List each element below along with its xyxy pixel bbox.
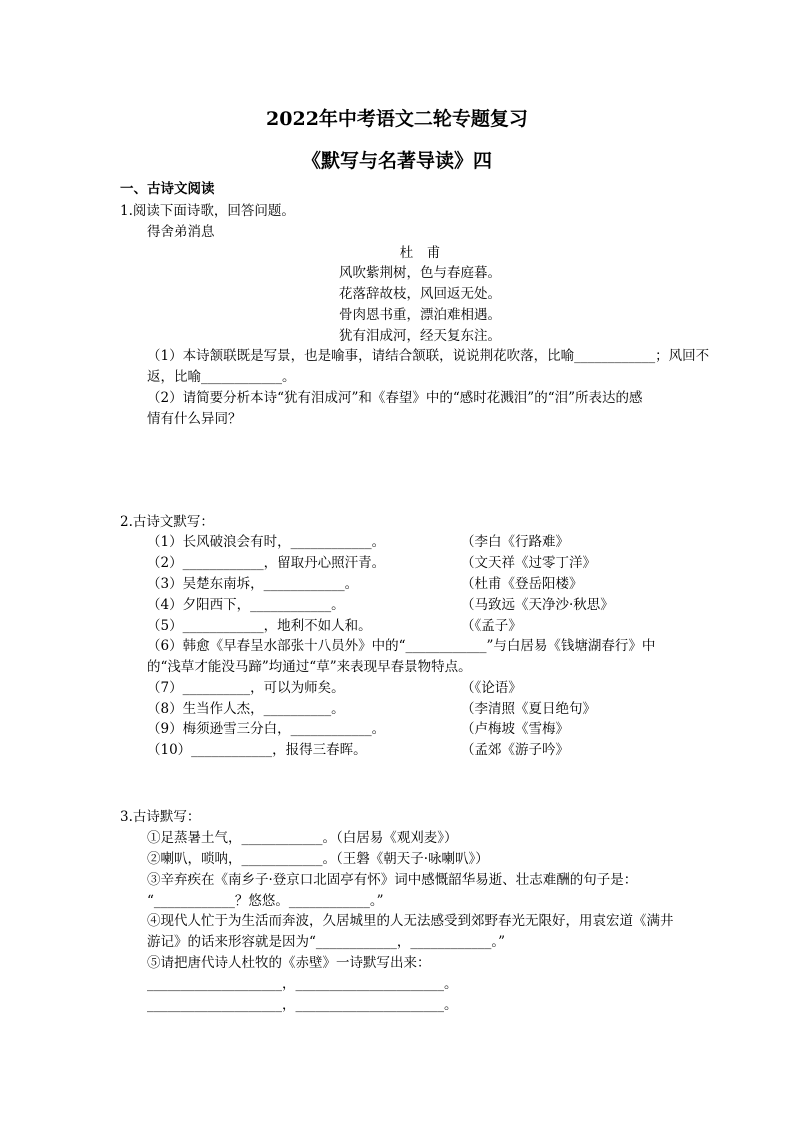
- item-source: （卢梅坡《雪梅》: [461, 721, 569, 737]
- page-subtitle: 《默写与名著导读》四: [301, 150, 492, 172]
- item-source: （孟郊《游子吟》: [461, 742, 569, 758]
- fill-item: （5）____________，地利不如人和。: [147, 618, 372, 634]
- poem-line: 花落辞故枝，风回返无处。: [339, 286, 501, 302]
- fill-item: ③辛弃疾在《南乡子·登京口北固亭有怀》词中感慨韶华易逝、壮志难酬的句子是：: [147, 872, 638, 888]
- item-source: （杜甫《登岳阳楼》: [461, 576, 583, 592]
- fill-item: （1）长风破浪会有时，____________。: [147, 534, 386, 550]
- section-heading: 一、古诗文阅读: [120, 181, 215, 197]
- question-2-intro: 2.古诗文默写：: [120, 514, 214, 530]
- fill-item: （10）____________，报得三春晖。: [147, 742, 367, 758]
- poem-author: 杜 甫: [399, 245, 441, 261]
- item-source: （文天祥《过零丁洋》: [461, 555, 596, 571]
- question-1-intro: 1.阅读下面诗歌，回答问题。: [120, 203, 295, 219]
- answer-blank-line: ____________________，______________________。: [147, 997, 458, 1013]
- poem-title: 得舍弟消息: [147, 224, 215, 240]
- fill-item: （4）夕阳西下，____________。: [147, 597, 345, 613]
- item-source: （马致远《天净沙·秋思》: [461, 597, 614, 613]
- fill-item: （2）____________，留取丹心照汗青。: [147, 555, 386, 571]
- sub-question-2: （2）请简要分析本诗“犹有泪成河”和《春望》中的“感时花溅泪”的“泪”所表达的感: [147, 390, 643, 406]
- fill-item: （9）梅须逊雪三分白，____________。: [147, 721, 386, 737]
- poem-line: 骨肉恩书重，漂泊难相遇。: [339, 307, 501, 323]
- item-source: （李白《行路难》: [461, 534, 569, 550]
- fill-item: （3）吴楚东南坼，____________。: [147, 576, 359, 592]
- poem-line: 犹有泪成河，经天复东注。: [339, 328, 501, 344]
- fill-item: ①足蒸暑土气，____________。（白居易《观刈麦》）: [147, 830, 458, 846]
- sub-question-2-cont: 情有什么异同？: [147, 411, 242, 427]
- fill-item: ⑤请把唐代诗人杜牧的《赤壁》一诗默写出来：: [147, 955, 431, 971]
- fill-item: ②喇叭，唢呐，____________。（王磐《朝天子·咏喇叭》）: [147, 851, 489, 867]
- fill-item-6-cont: 的“浅草才能没马蹄”均通过“草”来表现早春景物特点。: [147, 659, 472, 675]
- page-title: 2022年中考语文二轮专题复习: [266, 108, 528, 130]
- fill-item-6: （6）韩愈《早春呈水部张十八员外》中的“____________”与白居易《钱塘湖春行》中: [147, 638, 656, 654]
- fill-item: （8）生当作人杰，__________。: [147, 701, 345, 717]
- item-source: （《论语》: [461, 680, 522, 696]
- poem-line: 风吹紫荆树，色与春庭暮。: [339, 265, 501, 281]
- question-3-intro: 3.古诗默写：: [120, 809, 201, 825]
- sub-question-1-cont: 返，比喻____________。: [147, 369, 296, 385]
- sub-question-1: （1）本诗颔联既是写景，也是喻事，请结合颔联，说说荆花吹落，比喻____________；风回不: [147, 348, 710, 364]
- answer-blank-line: ____________________，______________________。: [147, 976, 458, 992]
- fill-item: “____________？悠悠。____________。”: [147, 893, 384, 909]
- item-source: （《孟子》: [461, 618, 522, 634]
- fill-item: ④现代人忙于为生活而奔波，久居城里的人无法感受到郊野春光无限好，用袁宏道《满井: [147, 913, 674, 929]
- fill-item: （7）__________，可以为师矣。: [147, 680, 345, 696]
- fill-item: 游记》的话来形容就是因为“____________，____________。”: [147, 934, 506, 950]
- item-source: （李清照《夏日绝句》: [461, 701, 596, 717]
